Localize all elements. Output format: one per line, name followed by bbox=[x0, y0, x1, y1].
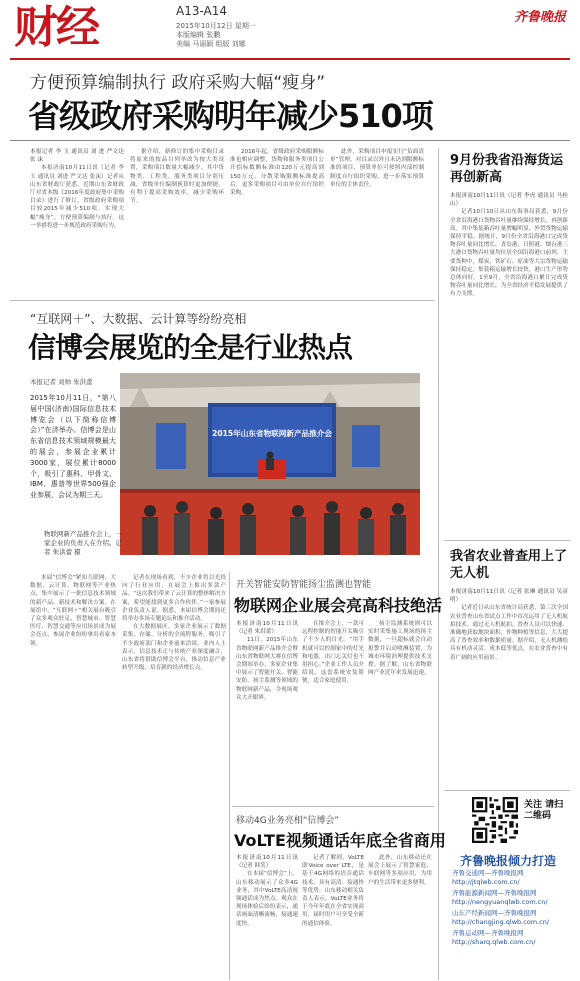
headline-rule bbox=[10, 140, 570, 141]
seafood-headline: 9月份我省沿海货运再创新高 bbox=[450, 153, 564, 185]
iot-byline: 本报济南10月11日讯（记者 朱洪蕾） bbox=[236, 621, 298, 636]
seafood-column bbox=[450, 192, 568, 532]
photo-caption: 物联网新产品推介会上，一家企业的负责人在介绍。记者 朱洪蕾 摄 bbox=[44, 530, 122, 556]
edition-meta bbox=[176, 22, 256, 49]
section-divider bbox=[232, 806, 434, 807]
volte-paragraph: 此外，山东移动还在展会上展示了智慧家庭、车联网等多项应用，为用户的生活带来更多便利。 bbox=[368, 855, 432, 886]
newspaper-logo: 齐鲁晚报 bbox=[513, 10, 566, 25]
expo-paragraph: 在大数据展区，多家企业展示了数据采集、存储、分析的全流程服务，吸引了不少政府部门和企业前来洽谈。业内人士表示，信息技术正与传统产业深度融合，山东省将借助信博会平台，推动信息产业转型升级，培育新的经济增长点。 bbox=[122, 624, 226, 672]
promo-url[interactable]: http://sharq.qlwb.com.cn/ bbox=[452, 938, 536, 946]
promo-site-name: 齐鲁能源新闻网—齐鲁晚报网 bbox=[452, 889, 537, 897]
edition-date: 2015年10月12日 星期一 bbox=[176, 22, 256, 30]
iot-paragraph: 11日，2015年山东省物联网新产品推介会暨山东省物联网大赛在信博会期间举办，多家企业集中展示了智能开关、智能安防、扬尘监测等领域的物联网新产品，令现场观众大开眼界。 bbox=[236, 637, 298, 701]
volte-kicker: 移动4G业务亮相“信博会” bbox=[236, 816, 340, 826]
iot-column-1 bbox=[236, 620, 298, 804]
promo-url[interactable]: http://jtqlwb.com.cn/ bbox=[452, 878, 520, 886]
seafood-paragraph: 记者10月10日从山东海事局获悉，9月份全省沿海港口货物吞吐量继续保持增长，再创新高。其中集装箱吞吐量增幅明显，外贸货物运输保持平稳。据统计，9月份全省沿海港口完成货物吞吐量同比增长，青岛港、日照港、烟台港三大港口货物吞吐量均位居全国沿海港口前列。主要货种中，煤炭、铁矿石、原油等大宗货物运输保持稳定，集装箱运输增长较快，港口生产形势总体向好。1至9月，全省沿海港口累计完成货物吞吐量同比增长，为全省经济平稳发展提供了有力支撑。 bbox=[450, 209, 568, 298]
drone-column bbox=[450, 588, 568, 784]
column-divider bbox=[438, 148, 439, 980]
expo-photo bbox=[120, 373, 420, 555]
lead-headline: 省级政府采购明年减少510项 bbox=[28, 97, 433, 135]
masthead-rule bbox=[10, 58, 570, 60]
lead-paragraph: 2016年起，省级政府采购限额标准也相应调整，货物和服务类项目公开招标数额标准由120万元提高到150万元。分散采购限额标准提高后，更多采购项目可由单位自行组织采购。 bbox=[230, 149, 324, 197]
screen-text: 2015年山东省物联网新产品推介会 bbox=[212, 429, 332, 438]
promo-site-name: 山东产经新闻网—齐鲁晚报网 bbox=[452, 909, 537, 917]
section-divider bbox=[444, 540, 570, 541]
seafood-byline: 本报济南10月11日讯（记者 李虎 通讯员 马桂山） bbox=[450, 193, 568, 208]
drone-byline: 本报济南10月11日讯（记者 张琳 通讯员 吴彦明） bbox=[450, 589, 568, 604]
iot-paragraph: 在推介会上，一款可远程控制的智能开关吸引了不少人的目光。“用手机就可以控制家中的灯光和电器，出门忘关灯也不用担心。”企业工作人员介绍说，这套系统安装简便，适合家庭使用。 bbox=[302, 621, 364, 685]
expo-headline: 信博会展览的全是行业热点 bbox=[28, 331, 353, 364]
iot-paragraph: 扬尘监测系统则可以实时采集施工现场的扬尘数据，一旦超标就会自动报警并启动喷淋装置，为城市环境治理提供技术支撑。据了解，山东省物联网产业近年来发展迅速。 bbox=[368, 621, 432, 677]
qr-code-icon[interactable] bbox=[472, 797, 518, 843]
promo-url[interactable]: http://changjing.qlwb.com.cn/ bbox=[452, 918, 550, 926]
promo-url[interactable]: http://nengyuanqlwb.com.cn/ bbox=[452, 898, 548, 906]
expo-kicker: “互联网＋”、大数据、云计算等纷纷亮相 bbox=[30, 312, 247, 326]
page-range: A13-A14 bbox=[176, 4, 228, 18]
qr-label: 关注 请扫 二维码 bbox=[524, 800, 564, 821]
promo-site-name: 齐鲁运动网—齐鲁晚报网 bbox=[452, 929, 524, 937]
lead-paragraph: 据介绍，新修订的集中采购目录将原来的按品目列举改为按大类设置，采购项目数量大幅减少。其中货物类、工程类、服务类项目分别压减，省级单位编制预算时更加便捷，有利于提高采购效率，减少采购环节。 bbox=[130, 149, 224, 205]
expo-paragraph: 本届“信博会”紧扣互联网、大数据、云计算、物联网等产业热点，集中展示了一批信息技术领域的新产品、新技术和解决方案。在展馆中，“互联网＋”相关展台吸引了众多观众驻足，智慧城市、智慧医疗、智慧交通等应用场景成为展会亮点，参展企业纷纷拿出看家本领。 bbox=[30, 575, 116, 647]
drone-paragraph: 记者近日从山东省统计局获悉，第三次全国农业普查山东省试点工作中首次运用了无人机航拍技术。通过无人机航拍，普查人员可以快速、准确地获取地块面积、作物种植等信息，大大提高了普查效率和数据质量。据介绍，无人机测绘具有机动灵活、成本低等优点，在农业普查中有着广阔的应用前景。 bbox=[450, 605, 568, 661]
lead-column-2 bbox=[130, 148, 224, 294]
section-divider bbox=[444, 790, 570, 791]
lead-column-3 bbox=[230, 148, 324, 294]
section-logo: 财经 bbox=[14, 2, 98, 53]
section-divider bbox=[10, 300, 434, 301]
lead-kicker: 方便预算编制执行 政府采购大幅“瘦身” bbox=[30, 73, 326, 93]
lead-paragraph: 此外，采购项目申报实行“负面清单”管理，对目录以外且未达到限额标准的项目，预算单位可按照内部控制制度自行组织采购，进一步落实预算单位的主体责任。 bbox=[330, 149, 424, 188]
expo-column-1 bbox=[30, 574, 116, 974]
volte-column-2 bbox=[302, 854, 364, 978]
volte-headline: VoLTE视频通话年底全省商用 bbox=[234, 831, 446, 850]
expo-column-2 bbox=[122, 574, 226, 974]
volte-paragraph: 记者了解到，VoLTE即Voice over LTE，是基于4G网络的语音通话技术，具有高清、接通快等优势。山东移动相关负责人表示，VoLTE业务将于今年年底在全省实现商用，届时用户可享受全新的通信体验。 bbox=[302, 855, 364, 927]
expo-byline: 本报记者 刘帅 朱洪蕾 bbox=[30, 378, 93, 386]
iot-column-2 bbox=[302, 620, 364, 804]
editor-credit: 本版编辑 张鹏 bbox=[176, 31, 221, 39]
iot-headline: 物联网企业展会亮高科技绝活 bbox=[234, 596, 443, 615]
column-divider bbox=[229, 572, 230, 980]
design-credit: 美编 马丽颖 组版 刘娜 bbox=[176, 40, 246, 48]
expo-lead: 2015年10月11日，“第八届中国(济南)国际信息技术博览会（以下简称信博会）”在济举办。信博会是山东省信息技术领域规模最大的展会，参展企业累计3000家，展位累计8000个，吸引了惠科、甲骨文、IBM、惠普等世界500强企业参展，会议为期三天。 bbox=[30, 394, 116, 500]
promo-title: 齐鲁晚报倾力打造 bbox=[460, 854, 557, 868]
expo-paragraph: 记者在现场看到，不少企业将目光投向了行业应用，在展会上推出多款产品。“这次我们带来了云计算的整体解决方案，希望能找到更多合作伙伴。”一家参展企业负责人说。据悉，本届信博会期间还将举办多场专题论坛和推介活动。 bbox=[122, 575, 226, 623]
lead-byline: 本报记者 李 玉 通讯员 刘 进 严文达 张 沫 bbox=[30, 149, 124, 164]
lead-column-4 bbox=[330, 148, 424, 294]
lead-column-1 bbox=[30, 148, 124, 294]
iot-column-3 bbox=[368, 620, 432, 804]
promo-site-name: 齐鲁交通网—齐鲁晚报网 bbox=[452, 869, 524, 877]
lead-paragraph: 本报济南10月11日讯（记者 李玉 通讯员 刘进 严文达 张沫）记者从山东省财政厅获悉，近期山东省财政厅对省本级《2016年度政府集中采购目录》进行了修订，省级政府采购项目较2015年减少510项，实现大幅“瘦身”，方便预算编制与执行。这一举措将进一步规范政府采购行为。 bbox=[30, 165, 124, 229]
volte-paragraph: 在本届“信博会”上，山东移动展示了众多4G业务，其中VoLTE高清视频通话成为焦点。观众在现场体验后纷纷表示，通话画面清晰流畅，接通速度快。 bbox=[236, 871, 298, 927]
volte-column-1 bbox=[236, 854, 298, 978]
volte-column-3 bbox=[368, 854, 432, 978]
drone-headline: 我省农业普查用上了无人机 bbox=[450, 549, 568, 581]
iot-kicker: 开关智能安防智能扬尘监测也智能 bbox=[236, 580, 372, 590]
volte-byline: 本报济南10月11日讯（记者 韩笑） bbox=[236, 855, 298, 870]
masthead bbox=[0, 0, 580, 62]
